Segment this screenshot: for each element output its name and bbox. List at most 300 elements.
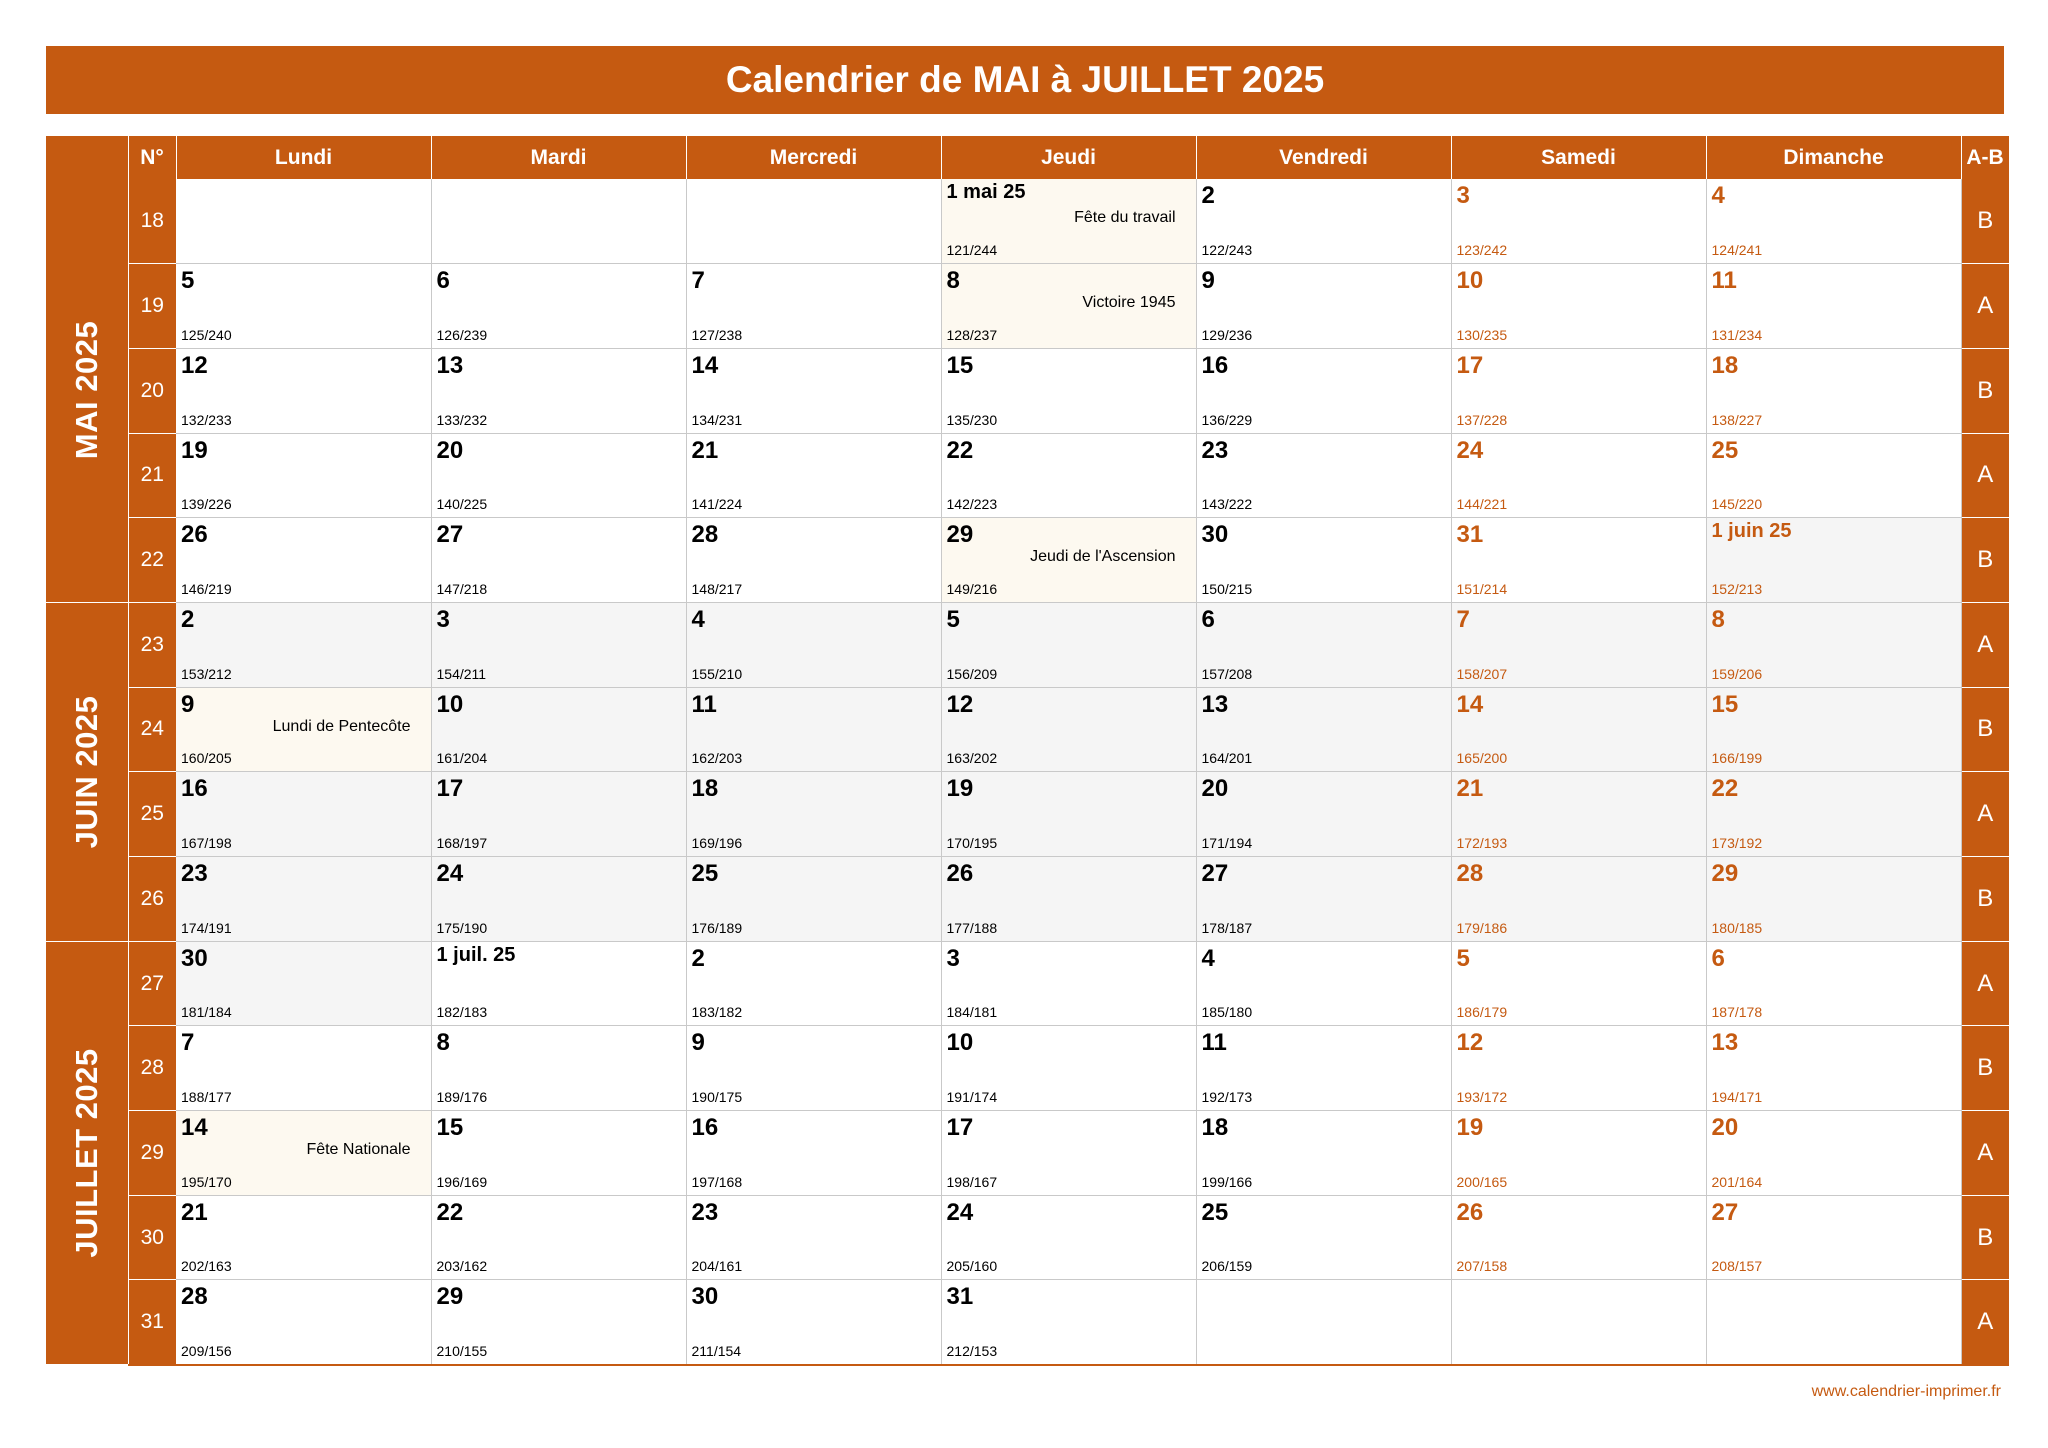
day-number: 19 [946,775,974,803]
day-cell [1706,1195,1961,1280]
day-cell [431,687,686,772]
day-number: 3 [946,944,960,972]
day-cell [686,518,941,603]
week-row [46,348,2009,433]
day-of-year: 207/158 [1456,1258,1508,1275]
week-row [46,1026,2009,1111]
day-of-year: 124/241 [1711,242,1763,259]
week-row [46,179,2009,264]
header-day-samedi: Samedi [1451,136,1706,179]
day-cell [941,857,1196,942]
ab-week-marker: A [1961,264,2009,349]
day-cell [941,772,1196,857]
header-day-vendredi: Vendredi [1196,136,1451,179]
empty-day-cell [431,179,686,264]
month-label: JUILLET 2025 [68,1048,104,1258]
day-of-year: 152/213 [1711,580,1763,597]
day-of-year: 153/212 [181,665,232,682]
day-number: 18 [1711,351,1739,379]
day-number: 30 [181,944,208,972]
day-number: 6 [1711,944,1725,972]
week-number: 23 [128,602,176,687]
day-of-year: 137/228 [1456,411,1508,428]
day-of-year: 148/217 [691,580,743,597]
day-of-year: 161/204 [436,750,488,767]
day-number: 1 mai 25 [946,181,1026,203]
day-of-year: 202/163 [181,1258,232,1275]
day-of-year: 191/174 [946,1089,998,1106]
ab-week-marker: B [1961,179,2009,264]
calendar-table [46,136,2010,1366]
day-number: 15 [1711,690,1739,718]
day-number: 11 [691,690,717,718]
day-of-year: 143/222 [1201,496,1253,513]
week-number: 25 [128,772,176,857]
day-cell [431,264,686,349]
day-number: 16 [181,775,208,803]
day-cell [1451,1111,1706,1196]
day-cell [176,264,431,349]
week-row [46,1280,2009,1365]
day-of-year: 126/239 [436,326,488,343]
month-band [46,602,128,941]
day-of-year: 206/159 [1201,1258,1253,1275]
day-cell [1706,1026,1961,1111]
day-cell [941,941,1196,1026]
week-row [46,941,2009,1026]
day-number: 20 [1711,1114,1739,1142]
day-number: 24 [436,860,464,887]
day-cell [1196,772,1451,857]
day-cell [941,1280,1196,1365]
week-number: 20 [128,348,176,433]
day-of-year: 139/226 [181,496,232,513]
day-number: 11 [1711,267,1737,295]
day-number: 29 [436,1283,464,1311]
day-number: 11 [1201,1029,1227,1057]
day-cell [176,518,431,603]
day-number: 1 juin 25 [1711,520,1792,543]
day-number: 26 [946,860,974,887]
day-of-year: 201/164 [1711,1173,1763,1190]
day-number: 5 [946,605,960,633]
day-number: 22 [436,1198,464,1226]
day-of-year: 190/175 [691,1089,743,1106]
day-number: 9 [181,690,195,718]
day-cell [431,1026,686,1111]
day-of-year: 194/171 [1711,1089,1763,1106]
day-cell [1196,1195,1451,1280]
day-number: 8 [436,1029,450,1057]
day-of-year: 154/211 [436,665,487,682]
day-of-year: 129/236 [1201,326,1253,343]
day-cell [1706,857,1961,942]
day-number: 17 [436,775,464,803]
day-cell [1196,518,1451,603]
day-number: 3 [436,605,450,633]
day-number: 4 [1711,182,1725,209]
ab-week-marker: A [1961,1280,2009,1365]
day-of-year: 189/176 [436,1089,488,1106]
day-number: 5 [1456,944,1470,972]
ab-week-marker: B [1961,1195,2009,1280]
day-cell [176,1280,431,1365]
day-of-year: 121/244 [946,242,998,259]
ab-week-marker: A [1961,1111,2009,1196]
ab-week-marker: A [1961,941,2009,1026]
day-of-year: 169/196 [691,835,743,851]
day-cell [176,602,431,687]
day-cell [1451,433,1706,518]
day-of-year: 186/179 [1456,1004,1508,1021]
week-number: 31 [128,1280,176,1365]
day-of-year: 184/181 [946,1004,998,1021]
day-cell [1451,264,1706,349]
day-of-year: 123/242 [1456,242,1508,259]
day-cell [1706,941,1961,1026]
day-number: 7 [181,1029,195,1057]
week-number: 26 [128,857,176,942]
day-of-year: 180/185 [1711,919,1763,936]
day-number: 26 [1456,1198,1484,1226]
day-of-year: 164/201 [1201,750,1253,767]
day-of-year: 173/192 [1711,835,1763,851]
day-cell [1196,602,1451,687]
day-cell [1706,602,1961,687]
day-of-year: 208/157 [1711,1258,1763,1275]
week-row [46,772,2009,857]
day-number: 10 [946,1029,974,1057]
day-of-year: 212/153 [946,1342,998,1359]
day-of-year: 151/214 [1456,580,1508,597]
day-number: 17 [1456,351,1484,379]
week-number: 30 [128,1195,176,1280]
week-number: 19 [128,264,176,349]
week-row [46,264,2009,349]
day-number: 7 [691,267,705,295]
ab-week-marker: A [1961,772,2009,857]
week-row [46,687,2009,772]
day-of-year: 209/156 [181,1342,232,1359]
day-cell [431,433,686,518]
week-row [46,518,2009,603]
day-of-year: 157/208 [1201,665,1253,682]
day-of-year: 185/180 [1201,1004,1253,1021]
week-row [46,1195,2009,1280]
day-cell [431,941,686,1026]
day-cell [176,348,431,433]
ab-week-marker: B [1961,857,2009,942]
day-of-year: 172/193 [1456,835,1508,851]
header-week-number: N° [128,136,176,179]
day-of-year: 183/182 [691,1004,743,1021]
day-of-year: 174/191 [181,919,232,936]
day-of-year: 198/167 [946,1173,998,1190]
day-number: 16 [691,1114,719,1142]
day-of-year: 131/234 [1711,326,1763,343]
day-number: 15 [436,1114,464,1142]
day-cell [686,1195,941,1280]
day-number: 2 [1201,182,1215,209]
day-cell [941,264,1196,349]
day-cell [176,433,431,518]
day-cell [1196,1026,1451,1111]
day-number: 21 [1456,775,1484,803]
ab-week-marker: B [1961,687,2009,772]
day-cell [686,857,941,942]
day-of-year: 178/187 [1201,919,1253,936]
day-cell [1706,179,1961,264]
week-row [46,857,2009,942]
day-number: 20 [1201,775,1229,803]
day-number: 27 [1201,860,1229,887]
day-of-year: 210/155 [436,1342,488,1359]
day-cell [1451,179,1706,264]
day-cell [941,433,1196,518]
day-cell [1196,687,1451,772]
day-of-year: 182/183 [436,1004,488,1021]
day-cell [686,687,941,772]
day-of-year: 205/160 [946,1258,998,1275]
day-cell [431,602,686,687]
day-cell [1196,348,1451,433]
day-cell [176,1195,431,1280]
week-row [46,433,2009,518]
holiday-label: Jeudi de l'Ascension [1030,548,1176,566]
day-of-year: 171/194 [1201,835,1253,851]
day-number: 22 [946,436,974,464]
day-number: 27 [1711,1198,1739,1226]
day-number: 1 juil. 25 [436,943,516,966]
empty-day-cell [1451,1280,1706,1365]
day-number: 18 [1201,1114,1229,1142]
footer-website: www.calendrier-imprimer.fr [1811,1383,2001,1400]
day-of-year: 158/207 [1456,665,1508,682]
day-number: 31 [946,1283,974,1311]
day-cell [1706,348,1961,433]
day-cell [431,1111,686,1196]
day-cell [686,602,941,687]
ab-week-marker: A [1961,433,2009,518]
day-number: 25 [1201,1198,1229,1226]
day-cell [431,857,686,942]
day-cell [431,348,686,433]
day-number: 9 [691,1029,705,1057]
day-of-year: 135/230 [946,411,998,428]
day-of-year: 132/233 [181,411,232,428]
day-cell [1451,1026,1706,1111]
day-of-year: 144/221 [1456,496,1508,513]
day-number: 24 [946,1198,974,1226]
day-of-year: 181/184 [181,1004,232,1021]
day-number: 4 [691,605,705,633]
week-number: 24 [128,687,176,772]
day-cell [1196,433,1451,518]
day-cell [941,1026,1196,1111]
header-row [46,136,2009,179]
empty-day-cell [686,179,941,264]
day-number: 30 [1201,521,1229,549]
day-cell [941,687,1196,772]
day-number: 13 [1201,690,1229,718]
day-of-year: 149/216 [946,580,998,597]
day-cell [1451,602,1706,687]
day-number: 29 [1711,860,1739,887]
day-of-year: 211/154 [691,1342,742,1359]
day-of-year: 177/188 [946,919,998,936]
day-cell [1451,857,1706,942]
day-number: 6 [436,267,450,295]
holiday-label: Fête Nationale [306,1141,411,1159]
day-number: 12 [181,351,208,379]
day-cell [1196,179,1451,264]
day-number: 14 [691,351,719,379]
day-number: 22 [1711,775,1739,803]
day-of-year: 141/224 [691,496,743,513]
day-cell [176,687,431,772]
day-cell [1451,687,1706,772]
day-cell [431,772,686,857]
day-number: 23 [1201,436,1229,464]
day-cell [1706,264,1961,349]
month-label: MAI 2025 [68,321,104,460]
holiday-label: Fête du travail [1074,209,1176,226]
day-cell [1451,1195,1706,1280]
month-label: JUIN 2025 [68,695,104,849]
day-number: 24 [1456,436,1484,464]
week-row [46,602,2009,687]
day-of-year: 147/218 [436,580,488,597]
day-cell [686,1111,941,1196]
day-cell [941,602,1196,687]
day-of-year: 146/219 [181,580,232,597]
day-number: 20 [436,436,464,464]
day-of-year: 195/170 [181,1173,232,1190]
calendar-title: Calendrier de MAI à JUILLET 2025 [46,46,2004,114]
day-number: 14 [1456,690,1484,718]
day-number: 16 [1201,351,1229,379]
day-cell [941,179,1196,264]
day-number: 21 [691,436,719,464]
day-number: 5 [181,267,195,295]
day-of-year: 150/215 [1201,580,1253,597]
day-number: 3 [1456,182,1470,209]
day-number: 23 [181,860,208,887]
day-of-year: 133/232 [436,411,488,428]
day-of-year: 155/210 [691,665,743,682]
day-number: 29 [946,521,974,549]
day-number: 23 [691,1198,719,1226]
day-cell [686,941,941,1026]
day-cell [686,1026,941,1111]
header-day-lundi: Lundi [176,136,431,179]
day-number: 18 [691,775,719,803]
day-cell [1706,1111,1961,1196]
day-of-year: 162/203 [691,750,743,767]
ab-week-marker: A [1961,602,2009,687]
day-cell [941,348,1196,433]
day-cell [431,1195,686,1280]
week-number: 27 [128,941,176,1026]
day-of-year: 196/169 [436,1173,488,1190]
holiday-label: Lundi de Pentecôte [272,717,411,735]
day-of-year: 134/231 [691,411,743,428]
day-number: 12 [946,690,974,718]
day-number: 10 [436,690,464,718]
day-of-year: 166/199 [1711,750,1763,767]
day-of-year: 160/205 [181,750,232,767]
day-of-year: 122/243 [1201,242,1253,259]
day-of-year: 199/166 [1201,1173,1253,1190]
day-cell [941,1195,1196,1280]
day-of-year: 128/237 [946,326,998,343]
week-number: 29 [128,1111,176,1196]
day-of-year: 140/225 [436,496,488,513]
day-of-year: 168/197 [436,835,488,851]
day-cell [431,518,686,603]
day-number: 25 [1711,436,1739,464]
day-cell [431,1280,686,1365]
day-of-year: 204/161 [691,1258,743,1275]
day-cell [176,941,431,1026]
ab-week-marker: B [1961,348,2009,433]
holiday-label: Victoire 1945 [1082,294,1176,312]
day-of-year: 165/200 [1456,750,1508,767]
day-cell [1451,772,1706,857]
day-number: 15 [946,351,974,379]
day-cell [176,772,431,857]
day-of-year: 187/178 [1711,1004,1763,1021]
empty-day-cell [1196,1280,1451,1365]
month-band [46,941,128,1364]
day-of-year: 130/235 [1456,326,1508,343]
day-cell [941,1111,1196,1196]
day-cell [686,433,941,518]
day-cell [1706,772,1961,857]
day-number: 28 [181,1283,208,1311]
header-day-mercredi: Mercredi [686,136,941,179]
day-of-year: 170/195 [946,835,998,851]
day-cell [176,857,431,942]
ab-week-marker: B [1961,1026,2009,1111]
day-cell [176,1111,431,1196]
week-number: 28 [128,1026,176,1111]
day-cell [1706,518,1961,603]
week-number: 18 [128,179,176,264]
header-month-spacer [46,136,128,179]
day-of-year: 192/173 [1201,1089,1253,1106]
day-cell [1451,518,1706,603]
day-number: 12 [1456,1029,1484,1057]
day-number: 8 [946,267,960,295]
day-cell [686,1280,941,1365]
day-of-year: 136/229 [1201,411,1253,428]
day-number: 8 [1711,605,1725,633]
month-band [46,179,128,602]
header-ab: A-B [1961,136,2009,179]
day-number: 4 [1201,944,1215,972]
day-cell [1451,348,1706,433]
day-cell [686,348,941,433]
day-of-year: 167/198 [181,835,232,851]
empty-day-cell [176,179,431,264]
day-number: 26 [181,521,208,549]
day-of-year: 138/227 [1711,411,1763,428]
empty-day-cell [1706,1280,1961,1365]
day-number: 14 [181,1114,208,1142]
day-number: 2 [691,944,705,972]
day-of-year: 200/165 [1456,1173,1508,1190]
